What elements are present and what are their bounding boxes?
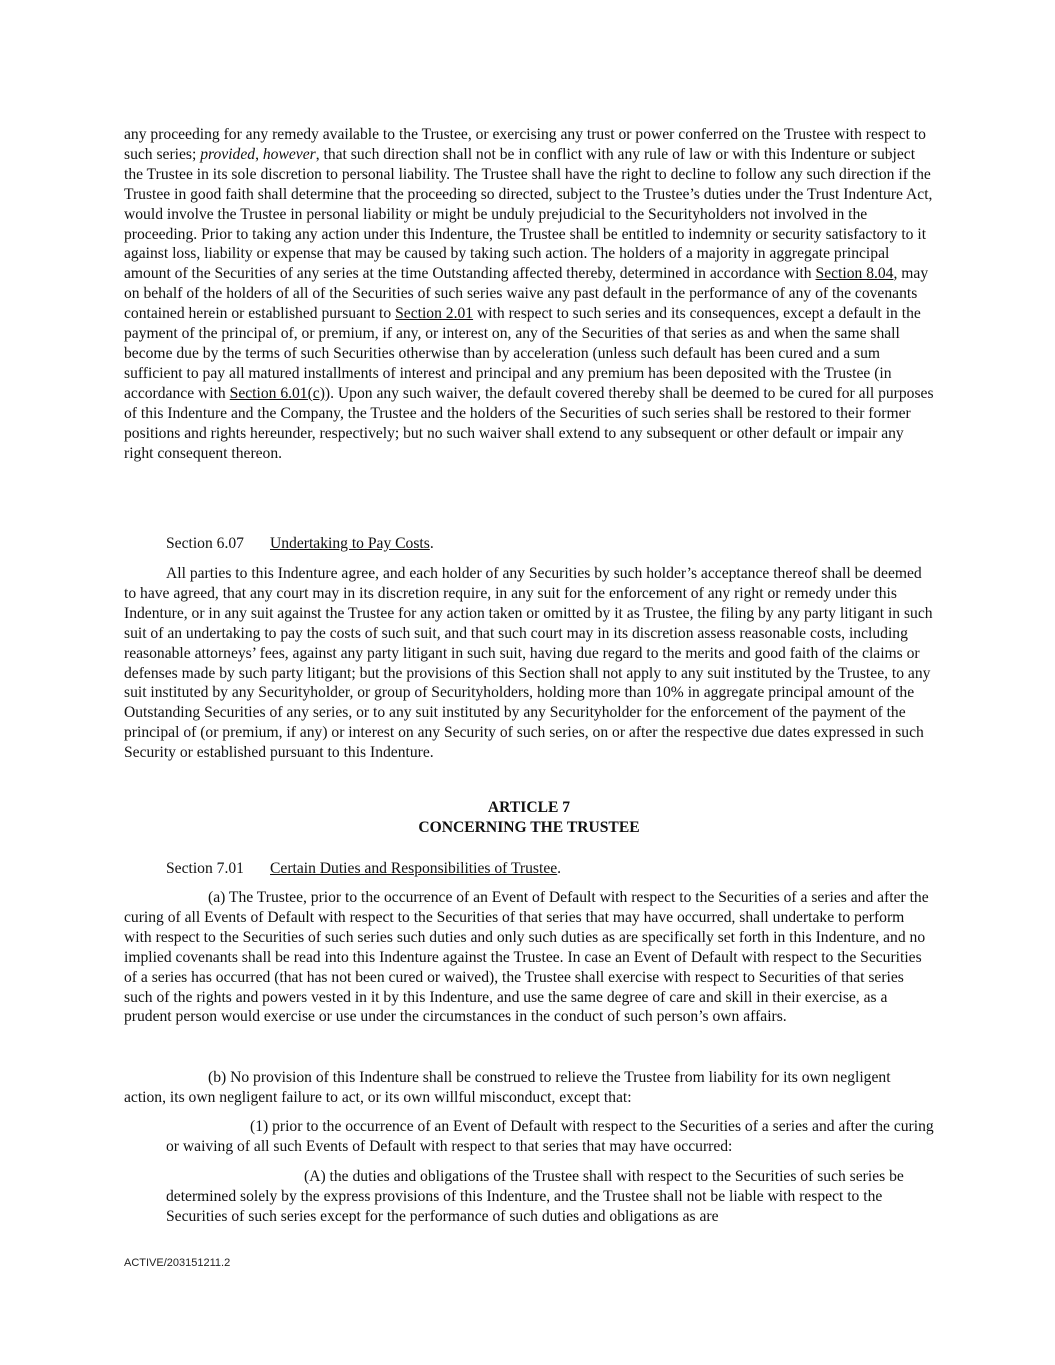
section-2-01-reference: Section 2.01 [395, 305, 474, 323]
section-6-07-heading: Section 6.07 Undertaking to Pay Costs. [166, 535, 434, 552]
section-6-07-body: All parties to this Indenture agree, and each holder of any Securities by such holder’s acceptance thereof shall be deemed to have agreed, that any court may in its discretion require, in any suit for the enforcement of any right or remedy under this Indenture, or in any suit against the Trustee for any action taken or omitted by it as Trustee, the filing by any party litigant in such suit of an undertaking to pay the costs of such suit, and that such court may in its discretion assess reasonable costs, including reasonable attorneys’ fees, against any party litigant in such suit, having due regard to the merits and good faith of the claims or defenses made by such party litigant; but the provisions of this Section shall not apply to any suit instituted by the Trustee, to any suit instituted by any Securityholder, or group of Securityholders, holding more than 10% in aggregate principal amount of the Outstanding Securities of any series, or to any suit instituted by any Securityholder for the enforcement of the payment of the principal of (or premium, if any) or interest on any Security of such series, on or after the respective due dates expressed in such Security or established pursuant to this Indenture. [124, 565, 933, 762]
section-title: Undertaking to Pay Costs [270, 535, 430, 552]
section-8-04-reference: Section 8.04 [815, 265, 894, 283]
document-id-footer: ACTIVE/203151211.2 [124, 1257, 231, 1269]
clause-a: (a) The Trustee, prior to the occurrence of an Event of Default with respect to the Securities of a series and after the curing of all Events of Default with respect to the Securities of that series that may have occurred, shall undertake to perform with respect to the Securities of such series such duties and only such duties as are specifically set forth in this Indenture, and no implied covenants shall be read into this Indenture against the Trustee. In case an Event of Default with respect to the Securities of a series has occurred (that has not been cured or waived), the Trustee shall exercise with respect to Securities of that series such of the rights and powers vested in it by this Indenture, and use the same degree of care and skill in their exercise, as a prudent person would exercise or use under the circumstances in the conduct of such person’s own affairs. [124, 889, 929, 1026]
section-title: Certain Duties and Responsibilities of Trustee [270, 860, 558, 877]
section-number: Section 6.07 [166, 535, 244, 552]
clause-b-1: (1) prior to the occurrence of an Event of Default with respect to the Securities of a series and after the curing or waiving of all such Events of Default with respect to that series that may have occurred: [166, 1118, 934, 1155]
article-title: CONCERNING THE TRUSTEE [418, 819, 640, 836]
section-7-01-heading: Section 7.01 Certain Duties and Responsibilities of Trustee. [166, 860, 562, 877]
article-number: ARTICLE 7 [487, 799, 571, 816]
section-number: Section 7.01 [166, 860, 244, 877]
clause-b: (b) No provision of this Indenture shall be construed to relieve the Trustee from liability for its own negligent action, its own negligent failure to act, or its own willful misconduct, except that: [124, 1069, 891, 1106]
clause-b-1-A: (A) the duties and obligations of the Trustee shall with respect to the Securities of such series be determined solely by the express provisions of this Indenture, and the Trustee shall not be liable with respect to the Securities of such series except for the performance of such duties and obligations as are [166, 1168, 904, 1225]
section-6-01c-reference: Section 6.01(c) [229, 384, 325, 402]
continued-paragraph: any proceeding for any remedy available to the Trustee, or exercising any trust or power conferred on the Trustee with respect to such series; provided, however, that such direction shall not be in conflict with any rule of law or with this Indenture or subject the Trustee in its sole discretion to personal liability. The Trustee shall have the right to decline to follow any such direction if the Trustee in good faith shall determine that the proceeding so directed, subject to the Trustee’s duties under the Trust Indenture Act, would involve the Trustee in personal liability or might be unduly prejudicial to the Securityholders not involved in the proceeding. Prior to taking any action under this Indenture, the Trustee shall be entitled to indemnity or security satisfactory to it against loss, liability or expense that may be caused by taking such action. The holders of a majority in aggregate principal amount of the Securities of any series at the time Outstanding affected thereby, determined in accordance with Section 8.04, may on behalf of the holders of all of the Securities of such series waive any past default in the performance of any of the covenants contained herein or established pursuant to Section 2.01 with respect to such series and its consequences, except a default in the payment of the principal of, or premium, if any, or interest on, any of the Securities of that series as and when the same shall become due by the terms of such Securities otherwise than by acceleration (unless such default has been cured and a sum sufficient to pay all matured installments of interest and principal and any premium has been deposited with the Trustee (in accordance with Section 6.01(c)). Upon any such waiver, the default covered thereby shall be deemed to be cured for all purposes of this Indenture and the Company, the Trustee and the holders of the Securities of such series shall be restored to their former positions and rights hereunder, respectively; but no such waiver shall extend to any subsequent or other default or impair any right consequent thereon. [124, 126, 934, 462]
